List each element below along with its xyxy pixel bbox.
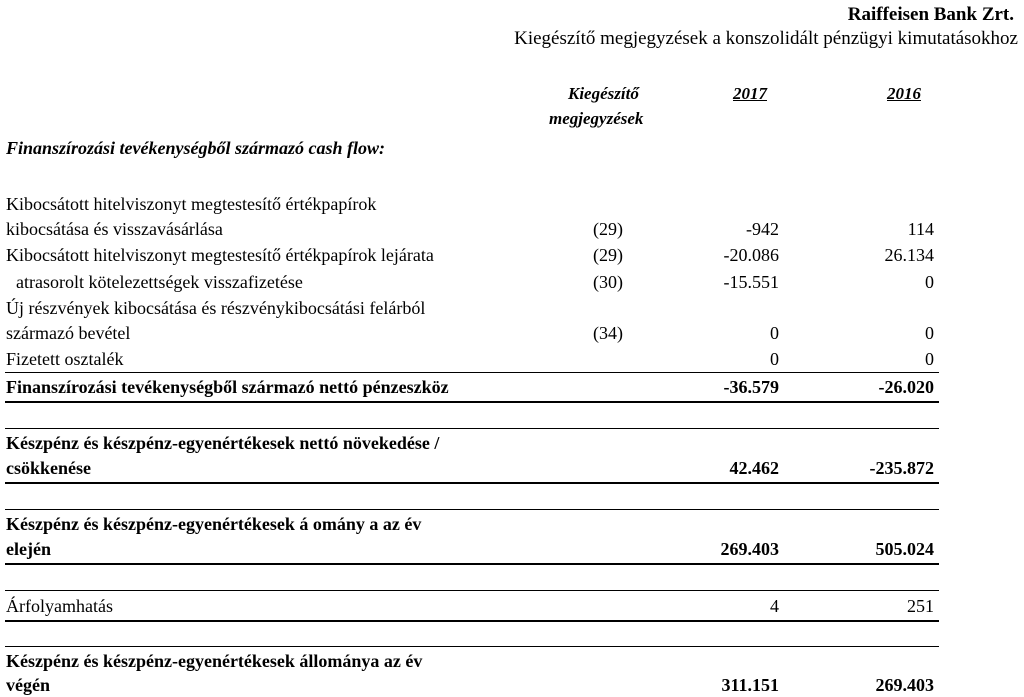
row-note: (34) [593,323,623,343]
summary-row [0,673,1024,697]
row-note: (30) [593,272,623,292]
row-value-2017: 0 [770,349,779,369]
row-label: Fizetett osztalék [6,349,124,369]
row-value-2016: 505.024 [875,539,934,559]
divider [5,482,939,484]
row-value-2016: 0 [925,323,934,343]
row-label: elején [6,539,51,559]
divider [5,563,939,565]
row-value-2016: 26.134 [884,245,934,265]
row-value-2017: 269.403 [720,539,779,559]
page-subtitle: Kiegészítő megjegyzések a konszolidált pénzügyi kimutatásokhoz [514,28,1018,49]
row-value-2016: 0 [925,349,934,369]
table-row [0,321,1024,345]
row-value-2016: -235.872 [869,458,934,478]
table-row [0,217,1024,241]
summary-row [0,456,1024,480]
row-value-2017: -15.551 [723,272,779,292]
row-label: végén [6,675,50,695]
row-value-2017: 4 [770,596,779,616]
row-label: Kibocsátott hitelviszonyt megtestesítő értékpapírok [6,194,377,214]
row-label: származó bevétel [6,323,131,343]
section-title: Finanszírozási tevékenységből származó cash flow: [6,138,386,158]
row-label: csökkenése [6,458,91,478]
company-name: Raiffeisen Bank Zrt. [847,4,1014,25]
row-value-2016: 114 [907,219,934,239]
subtotal-row [0,375,1024,399]
row-value-2016: 251 [907,596,934,616]
summary-row [0,537,1024,561]
divider [5,372,939,373]
divider [5,620,939,622]
row-value-2016: 0 [925,272,934,292]
divider [5,509,939,510]
year-2016-header: 2016 [887,84,921,103]
divider [5,401,939,403]
row-label: kibocsátása és visszavásárlása [6,219,223,239]
summary-row [0,594,1024,618]
row-value-2017: 311.151 [721,675,779,695]
row-label: Árfolyamhatás [6,596,113,616]
year-2017-header: 2017 [733,84,767,103]
notes-column-header-line1: Kiegészítő [568,84,639,103]
row-label: Készpénz és készpénz-egyenértékesek állománya az év [6,651,423,671]
table-row [0,192,1024,216]
divider [5,428,939,429]
row-value-2016: 269.403 [875,675,934,695]
row-value-2016: -26.020 [878,377,934,397]
divider [5,646,939,647]
row-note: (29) [593,219,623,239]
row-note: (29) [593,245,623,265]
row-value-2017: -36.579 [723,377,779,397]
table-row [0,270,1024,294]
notes-column-header-line2: megjegyzések [549,109,644,128]
summary-row [0,512,1024,536]
summary-row [0,649,1024,673]
row-label: Kibocsátott hitelviszonyt megtestesítő értékpapírok lejárata [6,245,434,265]
row-label: Finanszírozási tevékenységből származó nettó pénzeszköz [6,377,449,397]
row-label: atrasorolt kötelezettségek visszafizetése [16,272,303,292]
row-value-2017: -20.086 [723,245,779,265]
summary-row [0,431,1024,455]
row-value-2017: -942 [746,219,779,239]
table-row [0,296,1024,320]
divider [5,590,939,591]
row-label: Készpénz és készpénz-egyenértékesek nettó növekedése / [6,433,440,453]
row-label: Készpénz és készpénz-egyenértékesek á omány a az év [6,514,422,534]
row-value-2017: 42.462 [729,458,779,478]
table-row [0,243,1024,267]
row-value-2017: 0 [770,323,779,343]
row-label: Új részvények kibocsátása és részvénykibocsátási felárból [6,298,426,318]
table-row [0,347,1024,371]
